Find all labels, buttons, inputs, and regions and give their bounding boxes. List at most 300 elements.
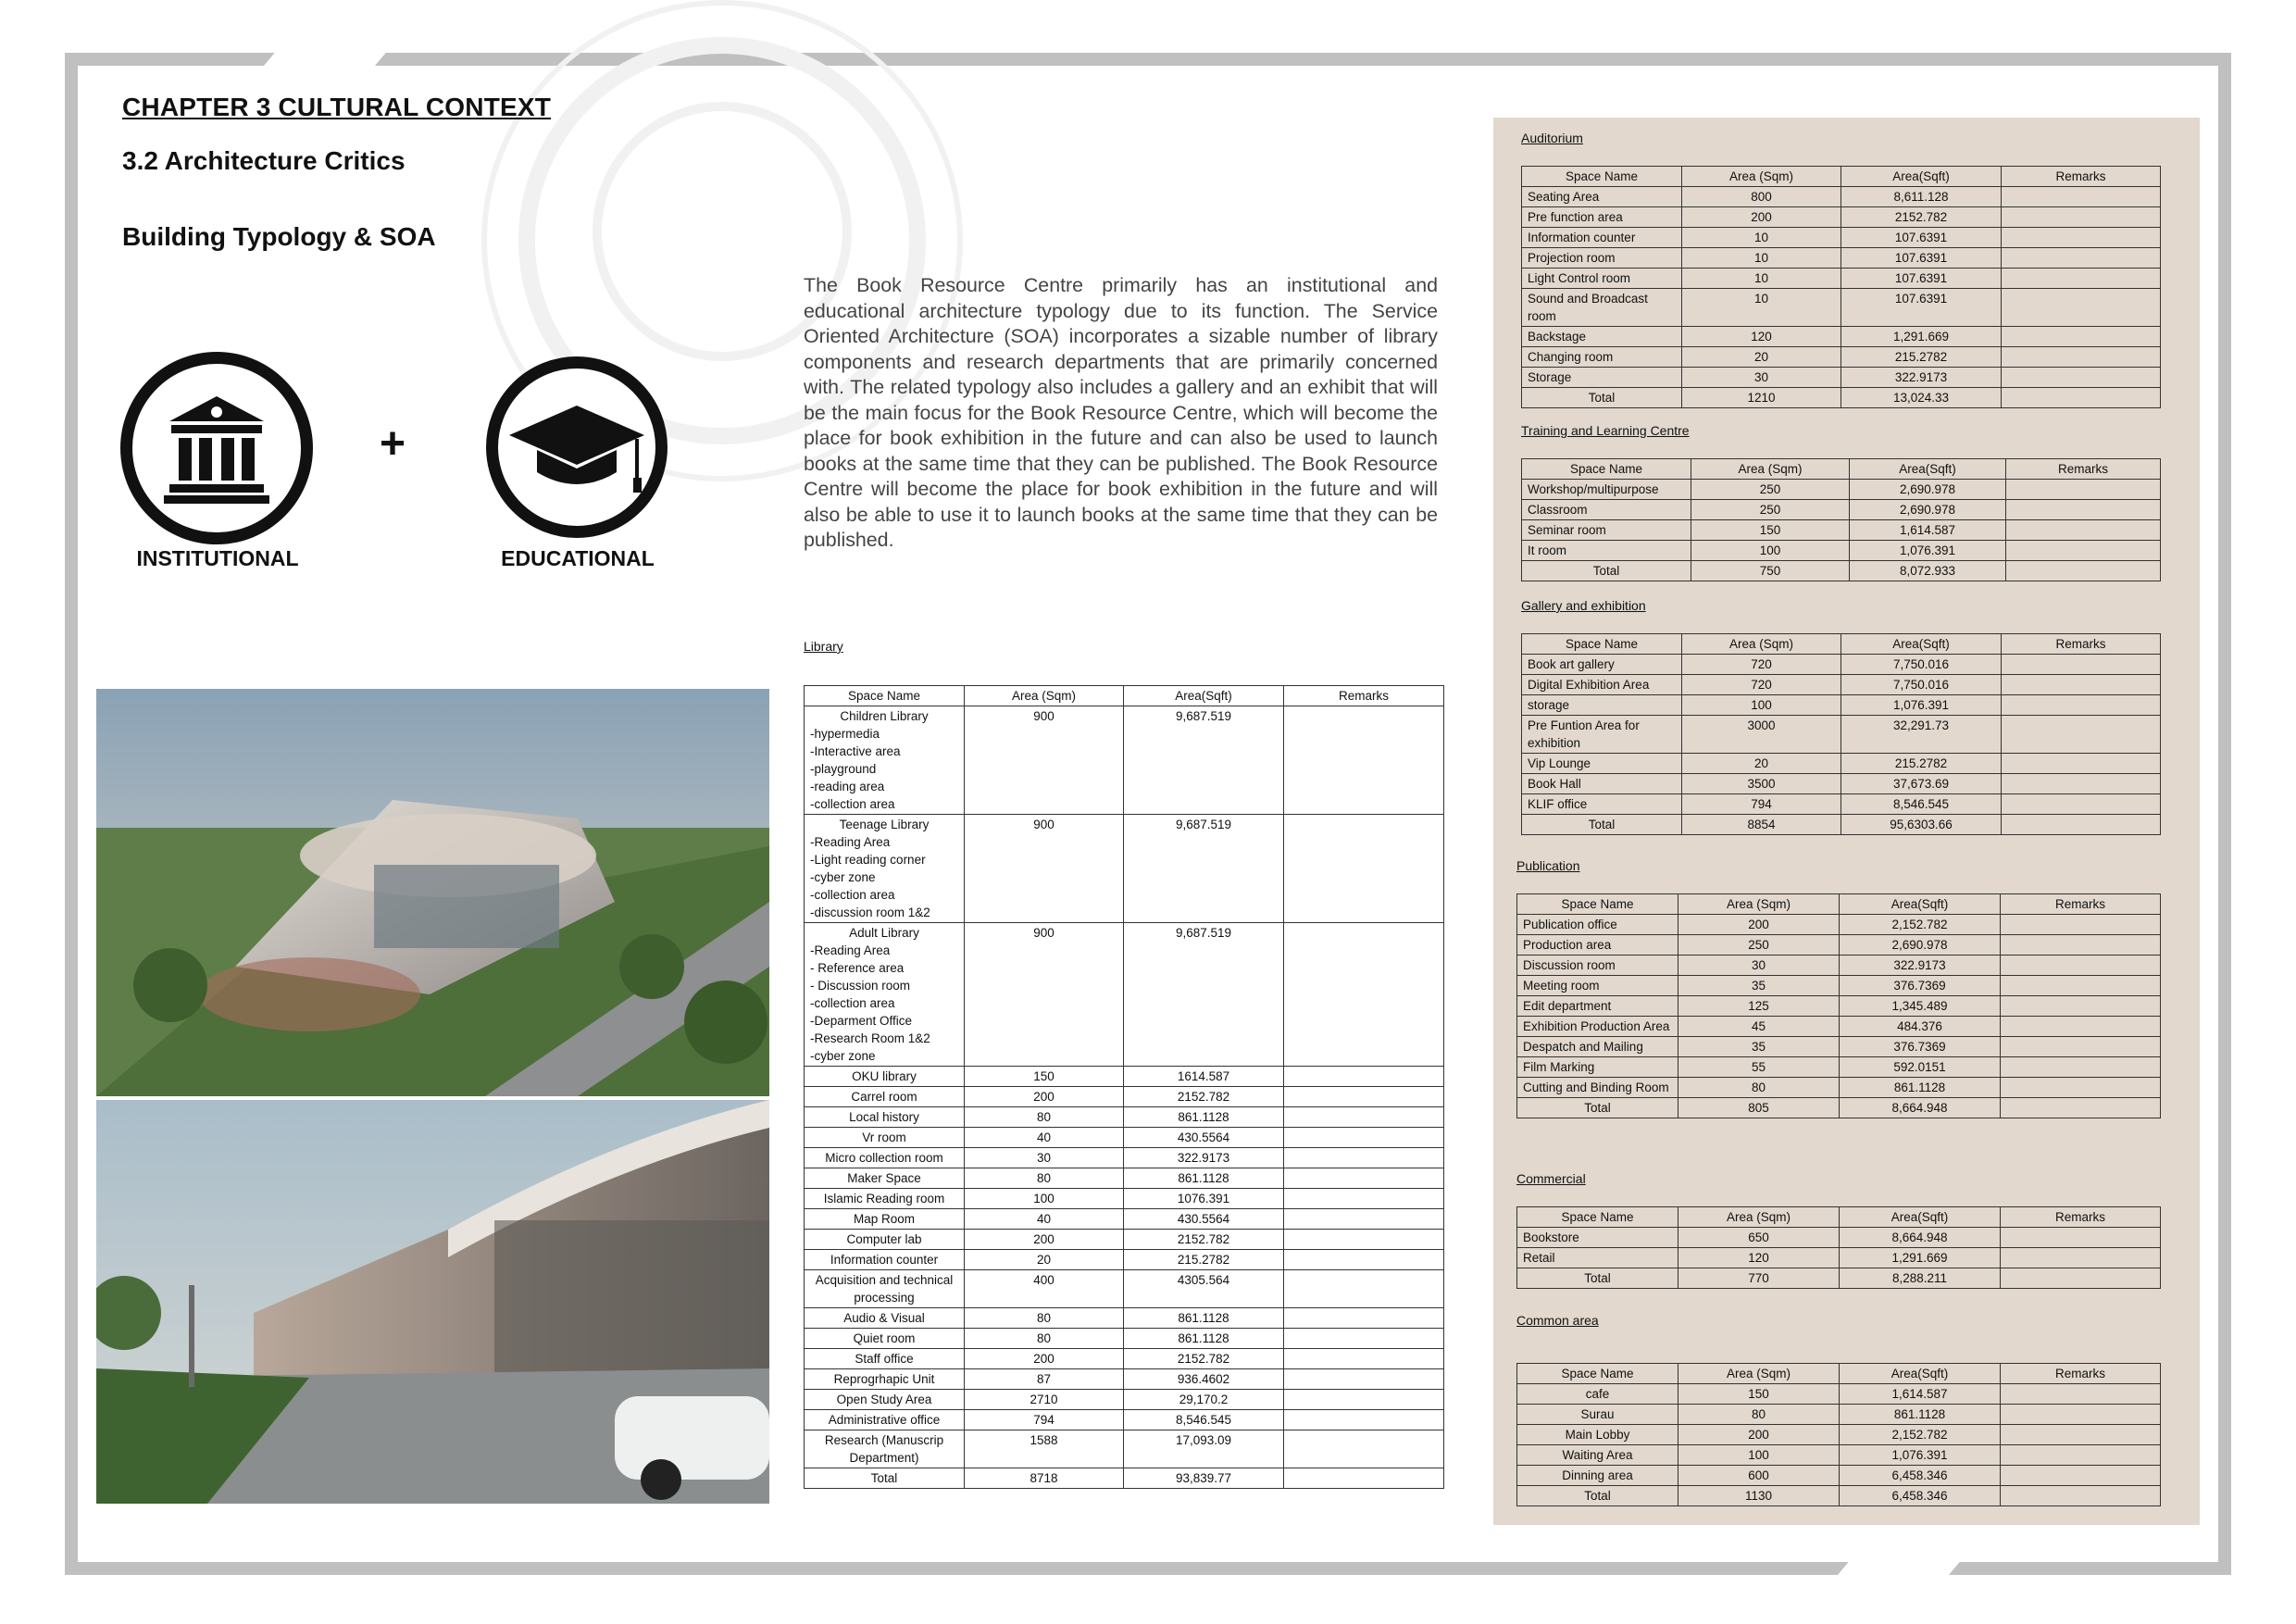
- space-name-cell: Total: [1517, 1098, 1678, 1118]
- remarks-cell: [1284, 1329, 1444, 1349]
- space-name-cell: Classroom: [1522, 500, 1691, 520]
- space-name-cell: Book art gallery: [1522, 655, 1682, 675]
- area-cell: 20: [1682, 347, 1841, 368]
- column-header: Area (Sqm): [1682, 634, 1841, 655]
- area-cell: 322.9173: [1840, 956, 2001, 976]
- area-cell: 2,690.978: [1850, 480, 2006, 500]
- area-cell: 107.6391: [1841, 228, 2002, 248]
- remarks-cell: [2002, 289, 2161, 327]
- area-cell: 900: [965, 923, 1124, 1067]
- space-name-cell: Total: [805, 1468, 965, 1489]
- table-row: [1522, 541, 2161, 561]
- area-cell: 3000: [1682, 716, 1841, 754]
- remarks-cell: [1284, 1067, 1444, 1087]
- space-name-cell: cafe: [1517, 1384, 1678, 1405]
- area-cell: 376.7369: [1840, 1037, 2001, 1057]
- table-row: [805, 1250, 1444, 1270]
- area-cell: 900: [965, 815, 1124, 923]
- table-row: [1522, 561, 2161, 581]
- area-cell: 1,614.587: [1840, 1384, 2001, 1405]
- area-cell: 100: [1678, 1445, 1840, 1466]
- subsection-title: Building Typology & SOA: [122, 222, 436, 251]
- table-row: [1522, 269, 2161, 289]
- space-name-cell: Backstage: [1522, 327, 1682, 347]
- table-row: [1517, 1248, 2161, 1268]
- space-name-cell: Workshop/multipurpose: [1522, 480, 1691, 500]
- area-cell: 200: [965, 1230, 1124, 1250]
- area-cell: 30: [965, 1148, 1124, 1168]
- table-row: [1522, 187, 2161, 207]
- remarks-cell: [2001, 1017, 2161, 1037]
- remarks-cell: [2001, 915, 2161, 935]
- area-cell: 8,288.211: [1840, 1268, 2001, 1289]
- table-row: [1517, 976, 2161, 996]
- remarks-cell: [1284, 1349, 1444, 1369]
- table-row: [1517, 935, 2161, 956]
- frame-notch-top: [260, 50, 388, 70]
- table-header-row: [1522, 634, 2161, 655]
- remarks-cell: [2002, 368, 2161, 388]
- area-cell: 1,291.669: [1840, 1248, 2001, 1268]
- remarks-cell: [2001, 1425, 2161, 1445]
- table-row: [805, 1430, 1444, 1468]
- area-cell: 150: [1691, 520, 1850, 541]
- area-cell: 150: [1678, 1384, 1840, 1405]
- area-cell: 9,687.519: [1124, 706, 1284, 815]
- graduation-cap-icon: [486, 356, 668, 538]
- area-cell: 10: [1682, 248, 1841, 269]
- remarks-cell: [1284, 1087, 1444, 1107]
- publication-table: [1516, 893, 2161, 1118]
- remarks-cell: [2006, 541, 2161, 561]
- remarks-cell: [2002, 716, 2161, 754]
- table-row: [1522, 716, 2161, 754]
- area-cell: 1210: [1682, 388, 1841, 408]
- table-row: [1522, 480, 2161, 500]
- space-name-cell: OKU library: [805, 1067, 965, 1087]
- remarks-cell: [2001, 1098, 2161, 1118]
- area-cell: 40: [965, 1128, 1124, 1148]
- area-cell: 8,664.948: [1840, 1228, 2001, 1248]
- area-cell: 55: [1678, 1057, 1840, 1078]
- library-table-title: Library: [804, 639, 843, 654]
- remarks-cell: [1284, 1107, 1444, 1128]
- remarks-cell: [2001, 1248, 2161, 1268]
- area-cell: 9,687.519: [1124, 923, 1284, 1067]
- area-cell: 861.1128: [1124, 1168, 1284, 1189]
- auditorium-table-title: Auditorium: [1521, 131, 1583, 145]
- area-cell: 484.376: [1840, 1017, 2001, 1037]
- space-name-cell: Children Library -hypermedia -Interactive area -playground -reading area -collection area: [805, 706, 965, 815]
- table-row: [1522, 248, 2161, 269]
- column-header: Area(Sqft): [1124, 686, 1284, 706]
- table-row: [805, 1067, 1444, 1087]
- area-cell: 2710: [965, 1390, 1124, 1410]
- table-row: [805, 1349, 1444, 1369]
- space-name-cell: Digital Exhibition Area: [1522, 675, 1682, 695]
- column-header: Space Name: [805, 686, 965, 706]
- space-name-cell: Projection room: [1522, 248, 1682, 269]
- space-name-cell: Computer lab: [805, 1230, 965, 1250]
- remarks-cell: [2002, 794, 2161, 815]
- space-name-cell: Quiet room: [805, 1329, 965, 1349]
- area-cell: 10: [1682, 269, 1841, 289]
- column-header: Remarks: [1284, 686, 1444, 706]
- remarks-cell: [2002, 187, 2161, 207]
- remarks-cell: [1284, 815, 1444, 923]
- area-cell: 107.6391: [1841, 269, 2002, 289]
- space-name-cell: Total: [1517, 1486, 1678, 1506]
- remarks-cell: [2006, 500, 2161, 520]
- space-name-cell: Micro collection room: [805, 1148, 965, 1168]
- remarks-cell: [2006, 480, 2161, 500]
- column-header: Area (Sqm): [1691, 459, 1850, 480]
- area-cell: 20: [965, 1250, 1124, 1270]
- table-row: [805, 1270, 1444, 1308]
- remarks-cell: [2006, 520, 2161, 541]
- remarks-cell: [1284, 1308, 1444, 1329]
- remarks-cell: [2001, 956, 2161, 976]
- space-name-cell: Storage: [1522, 368, 1682, 388]
- area-cell: 6,458.346: [1840, 1466, 2001, 1486]
- area-cell: 2,690.978: [1840, 935, 2001, 956]
- remarks-cell: [2002, 228, 2161, 248]
- space-name-cell: Surau: [1517, 1405, 1678, 1425]
- training-table: [1521, 458, 2161, 581]
- space-name-cell: Adult Library -Reading Area - Reference area - Discussion room -collection area -Deparment Office -Research Room 1&2 -cyber zone: [805, 923, 965, 1067]
- area-cell: 200: [1682, 207, 1841, 228]
- remarks-cell: [2001, 1384, 2161, 1405]
- table-header-row: [1517, 1364, 2161, 1384]
- area-cell: 861.1128: [1124, 1107, 1284, 1128]
- space-name-cell: Open Study Area: [805, 1390, 965, 1410]
- table-row: [1522, 228, 2161, 248]
- table-row: [1522, 388, 2161, 408]
- remarks-cell: [1284, 1369, 1444, 1390]
- column-header: Area (Sqm): [1678, 894, 1840, 915]
- table-row: [1517, 1384, 2161, 1405]
- area-cell: 9,687.519: [1124, 815, 1284, 923]
- area-cell: 30: [1682, 368, 1841, 388]
- building-aerial-render: [96, 689, 769, 1096]
- commercial-table-title: Commercial: [1516, 1171, 1586, 1186]
- table-row: [805, 1128, 1444, 1148]
- table-row: [805, 1390, 1444, 1410]
- space-name-cell: It room: [1522, 541, 1691, 561]
- area-cell: 2152.782: [1124, 1087, 1284, 1107]
- remarks-cell: [2002, 754, 2161, 774]
- area-cell: 1,345.489: [1840, 996, 2001, 1017]
- space-name-cell: Cutting and Binding Room: [1517, 1078, 1678, 1098]
- remarks-cell: [1284, 1128, 1444, 1148]
- remarks-cell: [2002, 815, 2161, 835]
- space-name-cell: Exhibition Production Area: [1517, 1017, 1678, 1037]
- space-name-cell: Information counter: [1522, 228, 1682, 248]
- column-header: Space Name: [1517, 1207, 1678, 1228]
- area-cell: 8854: [1682, 815, 1841, 835]
- remarks-cell: [2002, 347, 2161, 368]
- table-row: [805, 1189, 1444, 1209]
- column-header: Area (Sqm): [1678, 1207, 1840, 1228]
- remarks-cell: [2001, 976, 2161, 996]
- remarks-cell: [2006, 561, 2161, 581]
- remarks-cell: [2002, 655, 2161, 675]
- column-header: Remarks: [2002, 167, 2161, 187]
- space-name-cell: Audio & Visual: [805, 1308, 965, 1329]
- column-header: Area (Sqm): [1682, 167, 1841, 187]
- area-cell: 10: [1682, 228, 1841, 248]
- area-cell: 80: [965, 1168, 1124, 1189]
- remarks-cell: [2001, 1486, 2161, 1506]
- building-street-render: [96, 1100, 769, 1504]
- table-row: [1522, 520, 2161, 541]
- space-name-cell: Book Hall: [1522, 774, 1682, 794]
- table-row: [1517, 1078, 2161, 1098]
- column-header: Space Name: [1522, 167, 1682, 187]
- column-header: Area(Sqft): [1840, 1207, 2001, 1228]
- area-cell: 1130: [1678, 1486, 1840, 1506]
- column-header: Remarks: [2001, 894, 2161, 915]
- table-row: [805, 923, 1444, 1067]
- table-header-row: [1517, 1207, 2161, 1228]
- area-cell: 10: [1682, 289, 1841, 327]
- table-row: [1522, 655, 2161, 675]
- space-name-cell: Administrative office: [805, 1410, 965, 1430]
- area-cell: 2152.782: [1841, 207, 2002, 228]
- column-header: Area(Sqft): [1850, 459, 2006, 480]
- area-cell: 900: [965, 706, 1124, 815]
- table-row: [1517, 996, 2161, 1017]
- area-cell: 13,024.33: [1841, 388, 2002, 408]
- table-row: [805, 1329, 1444, 1349]
- area-cell: 80: [1678, 1405, 1840, 1425]
- table-row: [805, 1107, 1444, 1128]
- area-cell: 45: [1678, 1017, 1840, 1037]
- area-cell: 100: [1691, 541, 1850, 561]
- area-cell: 17,093.09: [1124, 1430, 1284, 1468]
- table-row: [1517, 1425, 2161, 1445]
- column-header: Space Name: [1522, 459, 1691, 480]
- area-cell: 750: [1691, 561, 1850, 581]
- area-cell: 250: [1691, 500, 1850, 520]
- remarks-cell: [2002, 675, 2161, 695]
- area-cell: 2152.782: [1124, 1349, 1284, 1369]
- space-name-cell: Total: [1522, 815, 1682, 835]
- column-header: Remarks: [2006, 459, 2161, 480]
- space-name-cell: Despatch and Mailing: [1517, 1037, 1678, 1057]
- space-name-cell: Staff office: [805, 1349, 965, 1369]
- table-row: [1517, 1466, 2161, 1486]
- space-name-cell: Total: [1522, 388, 1682, 408]
- table-row: [1522, 754, 2161, 774]
- area-cell: 8,546.545: [1841, 794, 2002, 815]
- column-header: Area (Sqm): [1678, 1364, 1840, 1384]
- remarks-cell: [1284, 1270, 1444, 1308]
- area-cell: 861.1128: [1840, 1405, 2001, 1425]
- area-cell: 250: [1691, 480, 1850, 500]
- table-header-row: [1522, 167, 2161, 187]
- space-name-cell: Seminar room: [1522, 520, 1691, 541]
- space-name-cell: Maker Space: [805, 1168, 965, 1189]
- table-row: [1522, 675, 2161, 695]
- remarks-cell: [2002, 248, 2161, 269]
- publication-table-title: Publication: [1516, 858, 1580, 873]
- area-cell: 6,458.346: [1840, 1486, 2001, 1506]
- table-row: [805, 1369, 1444, 1390]
- table-row: [1517, 1037, 2161, 1057]
- area-cell: 200: [1678, 915, 1840, 935]
- column-header: Area(Sqft): [1841, 634, 2002, 655]
- remarks-cell: [2002, 207, 2161, 228]
- area-cell: 861.1128: [1840, 1078, 2001, 1098]
- space-name-cell: Teenage Library -Reading Area -Light reading corner -cyber zone -collection area -discussion room 1&2: [805, 815, 965, 923]
- area-cell: 8,664.948: [1840, 1098, 2001, 1118]
- educational-label: EDUCATIONAL: [501, 546, 655, 570]
- space-name-cell: KLIF office: [1522, 794, 1682, 815]
- space-name-cell: Islamic Reading room: [805, 1189, 965, 1209]
- area-cell: 936.4602: [1124, 1369, 1284, 1390]
- table-row: [805, 815, 1444, 923]
- area-cell: 120: [1678, 1248, 1840, 1268]
- space-name-cell: Total: [1517, 1268, 1678, 1289]
- area-cell: 80: [965, 1329, 1124, 1349]
- remarks-cell: [1284, 1390, 1444, 1410]
- table-row: [805, 1209, 1444, 1230]
- space-name-cell: Retail: [1517, 1248, 1678, 1268]
- space-name-cell: Local history: [805, 1107, 965, 1128]
- remarks-cell: [1284, 923, 1444, 1067]
- description-paragraph: The Book Resource Centre primarily has an institutional and educational architecture typology due to its function. The Service Oriented Architecture (SOA) incorporates a sizable number of library components and research departments that are primarily concerned with. The related typology also includes a gallery and an exhibit that will be the main focus for the Book Resource Centre, which will become the place for book exhibition in the future and can also be used to launch books at the same time that they can be published. The Book Resource Centre will become the place for book exhibition in the future and will also be able to use it to launch books at the same time that they can be published.: [804, 274, 1438, 551]
- column-header: Remarks: [2001, 1207, 2161, 1228]
- area-cell: 861.1128: [1124, 1308, 1284, 1329]
- column-header: Remarks: [2001, 1364, 2161, 1384]
- area-cell: 215.2782: [1124, 1250, 1284, 1270]
- area-cell: 2152.782: [1124, 1230, 1284, 1250]
- area-cell: 120: [1682, 327, 1841, 347]
- table-row: [805, 1168, 1444, 1189]
- area-cell: 20: [1682, 754, 1841, 774]
- remarks-cell: [1284, 1468, 1444, 1489]
- table-row: [1522, 500, 2161, 520]
- space-name-cell: Edit department: [1517, 996, 1678, 1017]
- table-row: [1517, 1228, 2161, 1248]
- remarks-cell: [2002, 327, 2161, 347]
- area-cell: 200: [965, 1349, 1124, 1369]
- library-table: [804, 685, 1444, 1489]
- area-cell: 8718: [965, 1468, 1124, 1489]
- area-cell: 2,152.782: [1840, 1425, 2001, 1445]
- area-cell: 107.6391: [1841, 289, 2002, 327]
- remarks-cell: [2002, 269, 2161, 289]
- table-header-row: [1517, 894, 2161, 915]
- remarks-cell: [2001, 1228, 2161, 1248]
- area-cell: 125: [1678, 996, 1840, 1017]
- table-row: [805, 1410, 1444, 1430]
- table-row: [805, 706, 1444, 815]
- remarks-cell: [2001, 1037, 2161, 1057]
- table-row: [805, 1148, 1444, 1168]
- space-name-cell: Vip Lounge: [1522, 754, 1682, 774]
- table-row: [1517, 1486, 2161, 1506]
- area-cell: 1614.587: [1124, 1067, 1284, 1087]
- area-cell: 1,076.391: [1840, 1445, 2001, 1466]
- table-row: [1517, 1017, 2161, 1037]
- area-cell: 770: [1678, 1268, 1840, 1289]
- area-cell: 1,076.391: [1850, 541, 2006, 561]
- area-cell: 32,291.73: [1841, 716, 2002, 754]
- space-name-cell: Pre Funtion Area for exhibition: [1522, 716, 1682, 754]
- area-cell: 7,750.016: [1841, 655, 2002, 675]
- column-header: Area(Sqft): [1840, 1364, 2001, 1384]
- space-name-cell: Main Lobby: [1517, 1425, 1678, 1445]
- frame-notch-bottom: [1834, 1559, 1962, 1580]
- area-cell: 93,839.77: [1124, 1468, 1284, 1489]
- gallery-table-title: Gallery and exhibition: [1521, 598, 1646, 613]
- remarks-cell: [1284, 1148, 1444, 1168]
- area-cell: 215.2782: [1841, 347, 2002, 368]
- area-cell: 592.0151: [1840, 1057, 2001, 1078]
- area-cell: 150: [965, 1067, 1124, 1087]
- area-cell: 200: [1678, 1425, 1840, 1445]
- area-cell: 8,611.128: [1841, 187, 2002, 207]
- institutional-label: INSTITUTIONAL: [136, 546, 299, 570]
- area-cell: 800: [1682, 187, 1841, 207]
- table-row: [1517, 1405, 2161, 1425]
- area-cell: 322.9173: [1841, 368, 2002, 388]
- table-row: [1522, 815, 2161, 835]
- table-row: [1522, 695, 2161, 716]
- area-cell: 80: [1678, 1078, 1840, 1098]
- area-cell: 4305.564: [1124, 1270, 1284, 1308]
- area-cell: 650: [1678, 1228, 1840, 1248]
- space-name-cell: Light Control room: [1522, 269, 1682, 289]
- space-name-cell: Information counter: [805, 1250, 965, 1270]
- area-cell: 8,546.545: [1124, 1410, 1284, 1430]
- area-cell: 1,076.391: [1841, 695, 2002, 716]
- area-cell: 80: [965, 1107, 1124, 1128]
- area-cell: 35: [1678, 976, 1840, 996]
- space-name-cell: Total: [1522, 561, 1691, 581]
- area-cell: 861.1128: [1124, 1329, 1284, 1349]
- space-name-cell: Waiting Area: [1517, 1445, 1678, 1466]
- table-row: [1522, 347, 2161, 368]
- area-cell: 400: [965, 1270, 1124, 1308]
- space-name-cell: Pre function area: [1522, 207, 1682, 228]
- remarks-cell: [1284, 1189, 1444, 1209]
- remarks-cell: [2001, 1405, 2161, 1425]
- area-cell: 250: [1678, 935, 1840, 956]
- column-header: Area(Sqft): [1840, 894, 2001, 915]
- gallery-table: [1521, 633, 2161, 835]
- table-header-row: [1522, 459, 2161, 480]
- area-cell: 430.5564: [1124, 1128, 1284, 1148]
- area-cell: 100: [965, 1189, 1124, 1209]
- area-cell: 37,673.69: [1841, 774, 2002, 794]
- section-title: 3.2 Architecture Critics: [122, 146, 406, 175]
- remarks-cell: [2001, 1466, 2161, 1486]
- space-name-cell: Discussion room: [1517, 956, 1678, 976]
- space-name-cell: Changing room: [1522, 347, 1682, 368]
- space-name-cell: Research (Manuscrip Department): [805, 1430, 965, 1468]
- area-cell: 87: [965, 1369, 1124, 1390]
- common-table: [1516, 1363, 2161, 1506]
- remarks-cell: [1284, 706, 1444, 815]
- space-name-cell: Seating Area: [1522, 187, 1682, 207]
- area-cell: 3500: [1682, 774, 1841, 794]
- remarks-cell: [1284, 1410, 1444, 1430]
- remarks-cell: [1284, 1230, 1444, 1250]
- table-row: [805, 1468, 1444, 1489]
